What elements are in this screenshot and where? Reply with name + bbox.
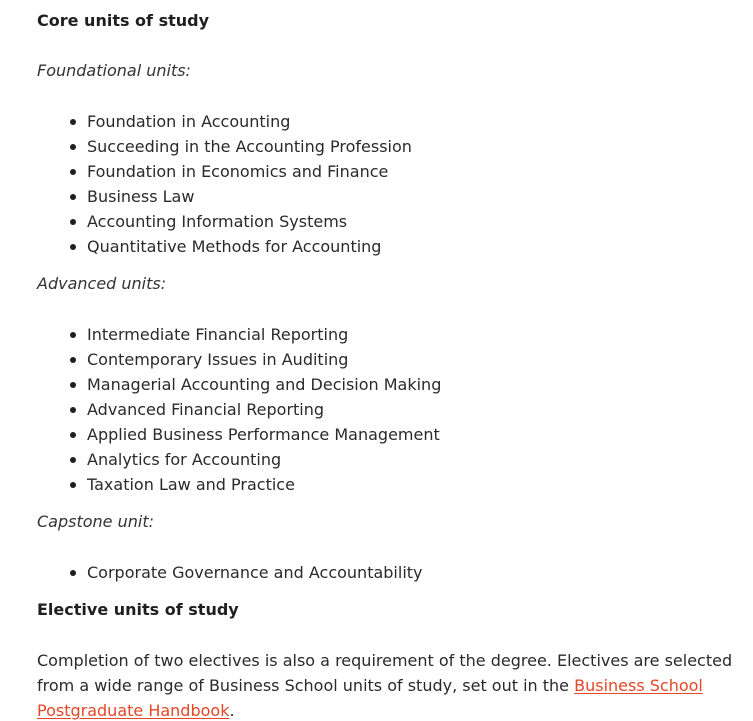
- list-item: Contemporary Issues in Auditing: [87, 347, 737, 372]
- foundational-units-label: Foundational units:: [37, 61, 191, 80]
- elective-text-end: .: [229, 701, 235, 720]
- list-item: Intermediate Financial Reporting: [87, 322, 737, 347]
- list-item: Managerial Accounting and Decision Making: [87, 372, 737, 397]
- list-item: Foundation in Accounting: [87, 109, 737, 134]
- capstone-unit-label: Capstone unit:: [37, 512, 154, 531]
- list-item: Analytics for Accounting: [87, 447, 737, 472]
- elective-description: [37, 648, 737, 721]
- list-item: Accounting Information Systems: [87, 209, 737, 234]
- foundational-units-list: [37, 109, 737, 259]
- elective-text: Completion of two electives is also a requirement of the degree. Electives are selected from a wide range of Business School units of study, set out in the: [37, 651, 733, 695]
- list-item: Advanced Financial Reporting: [87, 397, 737, 422]
- units-of-study-content: [37, 9, 737, 721]
- list-item: Quantitative Methods for Accounting: [87, 234, 737, 259]
- advanced-units-label: Advanced units:: [37, 274, 167, 293]
- list-item: Taxation Law and Practice: [87, 472, 737, 497]
- advanced-units-list: [37, 322, 737, 497]
- capstone-units-list: [37, 560, 737, 585]
- list-item: Corporate Governance and Accountability: [87, 560, 737, 585]
- list-item: Applied Business Performance Management: [87, 422, 737, 447]
- list-item: Succeeding in the Accounting Profession: [87, 134, 737, 159]
- elective-units-heading: Elective units of study: [37, 600, 239, 619]
- core-units-heading: Core units of study: [37, 11, 210, 30]
- list-item: Business Law: [87, 184, 737, 209]
- postgraduate-handbook-link[interactable]: Business School Postgraduate Handbook: [37, 676, 703, 720]
- list-item: Foundation in Economics and Finance: [87, 159, 737, 184]
